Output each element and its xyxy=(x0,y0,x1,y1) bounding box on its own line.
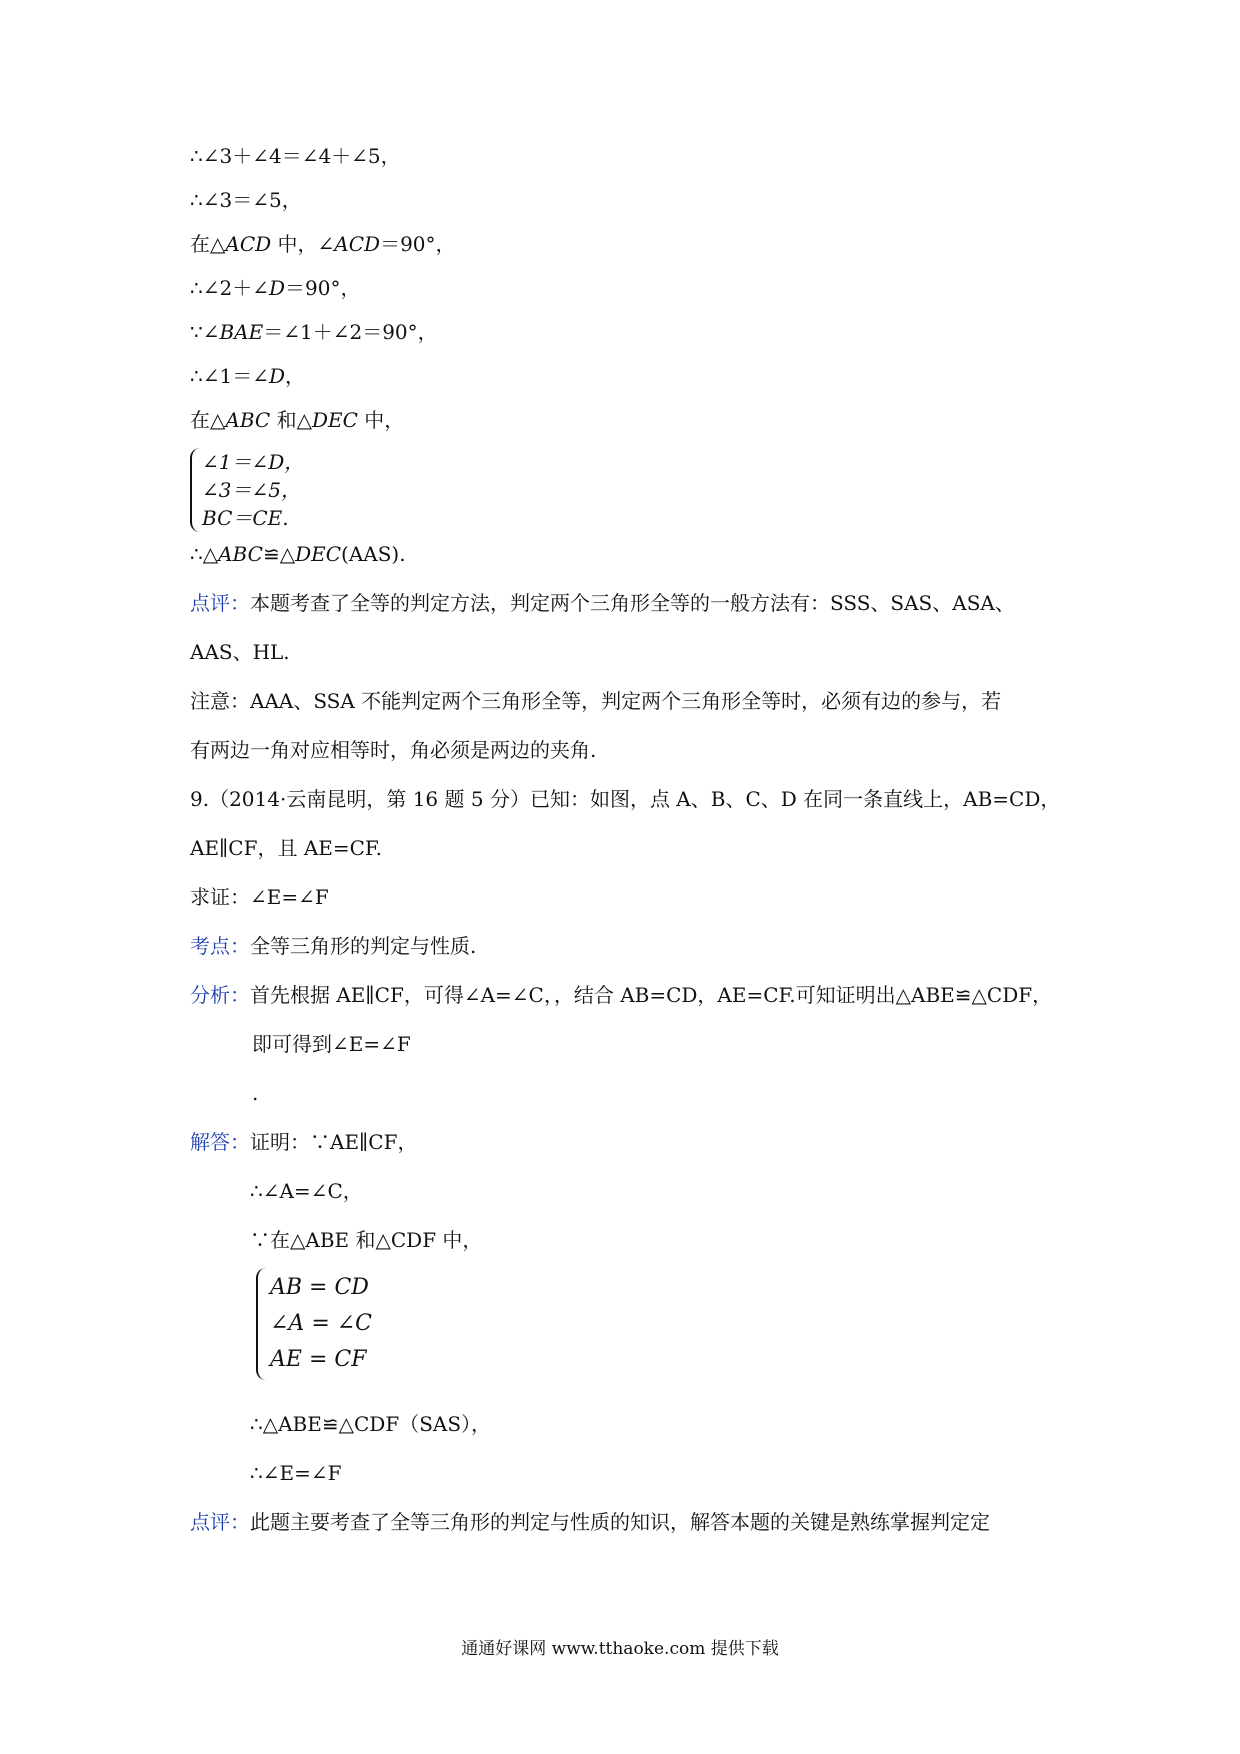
kaodian-text: 全等三角形的判定与性质. xyxy=(250,934,477,958)
equation-row: ∠A = ∠C xyxy=(270,1311,373,1336)
review-line xyxy=(190,589,1015,617)
text-span: 中，∠ xyxy=(271,232,335,256)
proof-line xyxy=(190,540,406,568)
equation-row: AB = CD xyxy=(270,1275,369,1300)
jieda-label: 解答： xyxy=(190,1130,250,1154)
proof-line xyxy=(190,274,360,302)
review-line: AAS、HL. xyxy=(190,640,290,664)
kaodian-line xyxy=(190,932,476,960)
page-footer: 通通好课网 www.tthaoke.com 提供下载 xyxy=(461,1639,779,1659)
math-var: DEC xyxy=(295,542,342,566)
text-span: 在△ xyxy=(190,232,226,256)
equation-row: ∠1＝∠D， xyxy=(202,450,305,474)
text-span: ≌△ xyxy=(262,542,296,566)
solution-line: ∴∠A=∠C， xyxy=(250,1179,363,1203)
kaodian-label: 考点： xyxy=(190,934,250,958)
math-var: DEC xyxy=(311,408,358,432)
math-var: ABC xyxy=(225,408,271,432)
equation-rows xyxy=(270,1270,372,1378)
fenxi-text: 首先根据 AE∥CF，可得∠A=∠C，，结合 AB=CD，AE=CF.可知证明出△ABE≌△CDF， xyxy=(250,983,1053,1007)
text-span: ＝∠1＋∠2＝90°， xyxy=(263,320,438,344)
text-span: ∴∠1＝∠ xyxy=(190,364,269,388)
review-line xyxy=(190,1508,990,1536)
equation-system xyxy=(256,1268,456,1380)
proof-line xyxy=(190,230,456,258)
review-text: 此题主要考查了全等三角形的判定与性质的知识，解答本题的关键是熟练掌握判定定 xyxy=(250,1510,990,1534)
text-span: 中， xyxy=(357,408,405,432)
solution-line: ∴△ABE≌△CDF（SAS）， xyxy=(250,1412,492,1436)
text-span: ＝90°， xyxy=(285,276,361,300)
left-brace xyxy=(256,1268,266,1380)
proof-line: ∴∠3＝∠5， xyxy=(190,188,302,212)
note-line: 注意：AAA、SSA 不能判定两个三角形全等，判定两个三角形全等时，必须有边的参与，若 xyxy=(190,689,1002,713)
proof-line xyxy=(190,362,305,390)
math-var: ACD xyxy=(334,232,381,256)
math-var: D xyxy=(268,364,286,388)
review-text: 本题考查了全等的判定方法，判定两个三角形全等的一般方法有：SSS、SAS、ASA、 xyxy=(250,591,1015,615)
equation-row: AE = CF xyxy=(270,1347,367,1372)
note-line: 有两边一角对应相等时，角必须是两边的夹角. xyxy=(190,738,597,762)
solution-line: ∵在△ABE 和△CDF 中， xyxy=(250,1228,483,1252)
text-span: 和△ xyxy=(270,408,312,432)
left-brace xyxy=(190,448,200,532)
fenxi-line: . xyxy=(252,1081,259,1105)
question-line: AE∥CF，且 AE=CF. xyxy=(190,836,383,860)
review-label: 点评： xyxy=(190,591,250,615)
text-span: ＝90°， xyxy=(380,232,456,256)
jieda-line xyxy=(190,1128,417,1156)
text-span: (AAS). xyxy=(341,542,406,566)
text-span: ∵∠ xyxy=(190,320,220,344)
equation-system xyxy=(190,448,390,532)
question-line: 9.（2014·云南昆明，第 16 题 5 分）已知：如图，点 A、B、C、D 在同一条直线上，AB=CD， xyxy=(190,787,1061,811)
review-label: 点评： xyxy=(190,1510,250,1534)
math-var: BAE xyxy=(219,320,264,344)
equation-rows xyxy=(202,448,304,532)
proof-line xyxy=(190,406,404,434)
fenxi-line: 即可得到∠E=∠F xyxy=(252,1032,411,1056)
text-span: ， xyxy=(285,364,306,388)
proof-line: ∴∠3＋∠4＝∠4＋∠5， xyxy=(190,144,401,168)
text-span: ∴△ xyxy=(190,542,219,566)
equation-row: ∠3＝∠5， xyxy=(202,478,301,502)
math-var: ACD xyxy=(225,232,272,256)
equation-row: BC＝CE. xyxy=(202,506,289,530)
fenxi-label: 分析： xyxy=(190,983,250,1007)
jieda-text: 证明：∵AE∥CF， xyxy=(250,1130,418,1154)
text-span: 在△ xyxy=(190,408,226,432)
fenxi-line xyxy=(190,981,1052,1009)
prove-line: 求证：∠E=∠F xyxy=(190,885,329,909)
math-var: D xyxy=(268,276,286,300)
proof-line xyxy=(190,318,438,346)
math-var: ABC xyxy=(218,542,263,566)
solution-line: ∴∠E=∠F xyxy=(250,1461,342,1485)
text-span: ∴∠2＋∠ xyxy=(190,276,269,300)
